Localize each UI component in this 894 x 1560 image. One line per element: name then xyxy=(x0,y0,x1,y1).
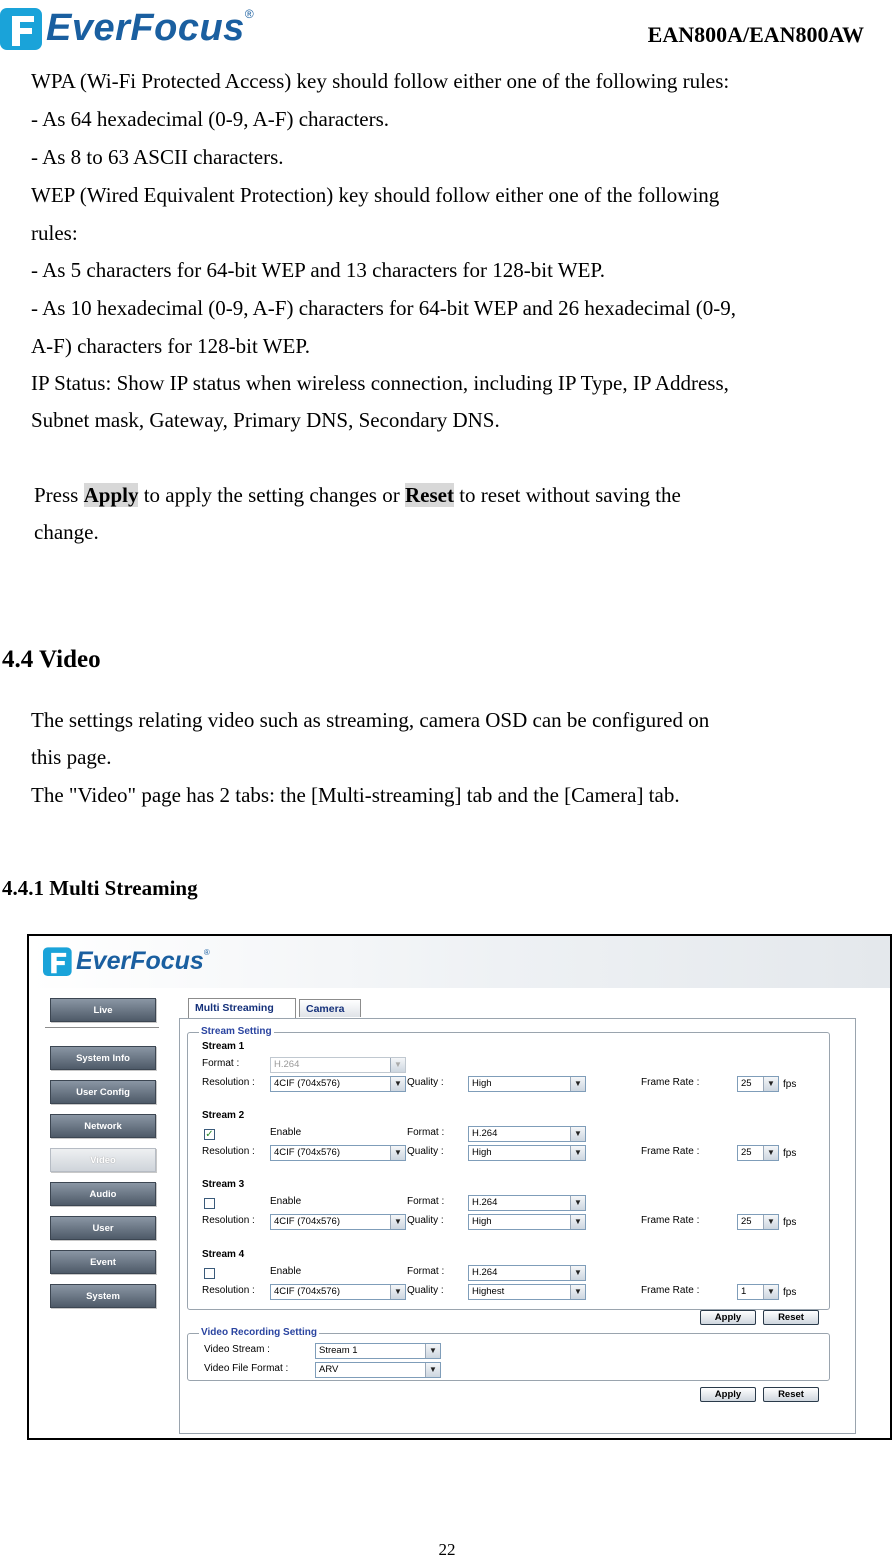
nav-video[interactable]: Video xyxy=(50,1148,156,1172)
stream-4-fps: fps xyxy=(783,1287,797,1298)
screenshot-header xyxy=(29,936,890,988)
reset-keyword: Reset xyxy=(404,483,454,507)
apply-keyword: Apply xyxy=(83,483,139,507)
section-heading: 4.4 Video xyxy=(2,646,101,673)
everfocus-logo-icon xyxy=(0,6,44,50)
text-line: - As 5 characters for 64-bit WEP and 13 characters for 128-bit WEP. xyxy=(31,258,606,282)
page-number: 22 xyxy=(438,1540,456,1559)
stream-1-frame-rate-label: Frame Rate : xyxy=(641,1077,700,1088)
stream-3-title: Stream 3 xyxy=(202,1179,245,1190)
video-stream-value: Stream 1 xyxy=(319,1345,358,1356)
video-stream-label: Video Stream : xyxy=(204,1344,270,1355)
text-line: WEP (Wired Equivalent Protection) key should follow either one of the following xyxy=(31,183,720,207)
stream-2-title: Stream 2 xyxy=(202,1110,245,1121)
recording-apply-button[interactable]: Apply xyxy=(700,1387,756,1402)
nav-audio[interactable]: Audio xyxy=(50,1182,156,1206)
chevron-down-icon: ▼ xyxy=(763,1146,778,1160)
nav-network[interactable]: Network xyxy=(50,1114,156,1138)
video-file-format-select[interactable] xyxy=(315,1362,441,1378)
nav-system-info[interactable]: System Info xyxy=(50,1046,156,1070)
section-desc-2: this page. xyxy=(31,745,112,769)
text-line: A-F) characters for 128-bit WEP. xyxy=(31,334,310,358)
video-file-format-value: ARV xyxy=(319,1364,339,1375)
stream-4-enable-label: Enable xyxy=(270,1266,302,1277)
everfocus-logo xyxy=(0,4,254,52)
stream-4-frame-rate-select[interactable] xyxy=(737,1284,779,1300)
stream-3-resolution-label: Resolution : xyxy=(202,1215,255,1226)
stream-1-format-value: H.264 xyxy=(274,1059,300,1070)
stream-2-format-select[interactable] xyxy=(468,1126,586,1142)
stream-1-frame-rate-select[interactable] xyxy=(737,1076,779,1092)
stream-3-format-label: Format : xyxy=(407,1196,445,1207)
nav-user[interactable]: User xyxy=(50,1216,156,1240)
stream-3-frame-rate-select[interactable] xyxy=(737,1214,779,1230)
section-desc-1: The settings relating video such as streaming, camera OSD can be configured on xyxy=(31,708,710,732)
chevron-down-icon: ▼ xyxy=(390,1215,405,1229)
chevron-down-icon: ▼ xyxy=(570,1215,585,1229)
text-line: - As 64 hexadecimal (0-9, A-F) characters. xyxy=(31,107,390,131)
chevron-down-icon: ▼ xyxy=(390,1146,405,1160)
stream-1-quality-value: High xyxy=(472,1078,492,1089)
chevron-down-icon: ▼ xyxy=(570,1077,585,1091)
stream-2-frame-rate-select[interactable] xyxy=(737,1145,779,1161)
section-desc-3: The "Video" page has 2 tabs: the [Multi-streaming] tab and the [Camera] tab. xyxy=(31,783,680,807)
chevron-down-icon: ▼ xyxy=(570,1127,585,1141)
stream-3-frame-rate-label: Frame Rate : xyxy=(641,1215,700,1226)
stream-1-format-label: Format : xyxy=(202,1058,240,1069)
stream-1-format-select xyxy=(270,1057,406,1073)
everfocus-small-logo-icon xyxy=(43,946,73,976)
press-suffix: to reset without saving the xyxy=(459,483,681,507)
stream-1-quality-select[interactable] xyxy=(468,1076,586,1092)
stream-1-fps: fps xyxy=(783,1079,797,1090)
chevron-down-icon: ▼ xyxy=(425,1344,440,1358)
stream-1-resolution-select[interactable] xyxy=(270,1076,406,1092)
stream-4-format-select[interactable] xyxy=(468,1265,586,1281)
stream-4-title: Stream 4 xyxy=(202,1249,245,1260)
stream-4-enable-checkbox[interactable] xyxy=(204,1268,215,1279)
press-middle: to apply the setting changes or xyxy=(143,483,400,507)
screenshot-brand: EverFocus xyxy=(76,946,204,975)
stream-2-format-value: H.264 xyxy=(472,1128,498,1139)
nav-event[interactable]: Event xyxy=(50,1250,156,1274)
stream-3-format-value: H.264 xyxy=(472,1197,498,1208)
brand-name: EverFocus xyxy=(46,6,245,49)
stream-1-resolution-label: Resolution : xyxy=(202,1077,255,1088)
stream-3-enable-checkbox[interactable] xyxy=(204,1198,215,1209)
stream-2-enable-label: Enable xyxy=(270,1127,302,1138)
stream-4-format-label: Format : xyxy=(407,1266,445,1277)
stream-3-quality-value: High xyxy=(472,1216,492,1227)
screenshot-logo xyxy=(43,946,210,976)
stream-apply-button[interactable]: Apply xyxy=(700,1310,756,1325)
chevron-down-icon: ▼ xyxy=(390,1058,405,1072)
chevron-down-icon: ▼ xyxy=(763,1285,778,1299)
tab-camera[interactable]: Camera xyxy=(299,999,361,1017)
stream-4-resolution-label: Resolution : xyxy=(202,1285,255,1296)
stream-setting-legend: Stream Setting xyxy=(201,1026,272,1037)
text-line: - As 10 hexadecimal (0-9, A-F) characters for 64-bit WEP and 26 hexadecimal (0-9, xyxy=(31,296,737,320)
press-prefix: Press xyxy=(34,483,79,507)
chevron-down-icon: ▼ xyxy=(570,1266,585,1280)
registered-mark: ® xyxy=(244,7,254,21)
nav-divider xyxy=(45,1027,159,1028)
stream-3-enable-label: Enable xyxy=(270,1196,302,1207)
nav-live[interactable]: Live xyxy=(50,998,156,1022)
text-line: WPA (Wi-Fi Protected Access) key should follow either one of the following rules: xyxy=(31,69,730,93)
screenshot-registered: ® xyxy=(203,947,210,957)
stream-2-resolution-select[interactable] xyxy=(270,1145,406,1161)
stream-3-quality-label: Quality : xyxy=(407,1215,444,1226)
chevron-down-icon: ▼ xyxy=(425,1363,440,1377)
stream-3-resolution-value: 4CIF (704x576) xyxy=(274,1216,341,1227)
chevron-down-icon: ▼ xyxy=(570,1196,585,1210)
stream-2-resolution-value: 4CIF (704x576) xyxy=(274,1147,341,1158)
stream-2-quality-value: High xyxy=(472,1147,492,1158)
stream-1-title: Stream 1 xyxy=(202,1041,245,1052)
stream-4-format-value: H.264 xyxy=(472,1267,498,1278)
stream-1-frame-rate-value: 25 xyxy=(741,1078,752,1089)
stream-4-resolution-value: 4CIF (704x576) xyxy=(274,1286,341,1297)
chevron-down-icon: ▼ xyxy=(570,1146,585,1160)
stream-2-frame-rate-value: 25 xyxy=(741,1147,752,1158)
video-file-format-label: Video File Format : xyxy=(204,1363,289,1374)
press-apply-line xyxy=(34,482,681,508)
stream-4-quality-label: Quality : xyxy=(407,1285,444,1296)
stream-3-frame-rate-value: 25 xyxy=(741,1216,752,1227)
model-title: EAN800A/EAN800AW xyxy=(647,22,864,47)
stream-4-quality-value: Highest xyxy=(472,1286,505,1297)
chevron-down-icon: ▼ xyxy=(763,1215,778,1229)
stream-1-quality-label: Quality : xyxy=(407,1077,444,1088)
stream-3-format-select[interactable] xyxy=(468,1195,586,1211)
stream-2-frame-rate-label: Frame Rate : xyxy=(641,1146,700,1157)
video-settings-screenshot xyxy=(27,934,892,1440)
stream-2-fps: fps xyxy=(783,1148,797,1159)
stream-reset-button[interactable]: Reset xyxy=(763,1310,819,1325)
text-line: rules: xyxy=(31,221,78,245)
chevron-down-icon: ▼ xyxy=(570,1285,585,1299)
nav-system[interactable]: System xyxy=(50,1284,156,1308)
video-recording-legend: Video Recording Setting xyxy=(201,1327,317,1338)
stream-4-quality-select[interactable] xyxy=(468,1284,586,1300)
text-line: Subnet mask, Gateway, Primary DNS, Secondary DNS. xyxy=(31,408,500,432)
stream-2-quality-select[interactable] xyxy=(468,1145,586,1161)
stream-3-fps: fps xyxy=(783,1217,797,1228)
chevron-down-icon: ▼ xyxy=(390,1285,405,1299)
text-line: - As 8 to 63 ASCII characters. xyxy=(31,145,284,169)
stream-2-quality-label: Quality : xyxy=(407,1146,444,1157)
stream-2-enable-checkbox[interactable]: ✓ xyxy=(205,1129,214,1140)
stream-2-resolution-label: Resolution : xyxy=(202,1146,255,1157)
tab-multi-streaming[interactable]: Multi Streaming xyxy=(188,998,296,1018)
stream-3-quality-select[interactable] xyxy=(468,1214,586,1230)
video-stream-select[interactable] xyxy=(315,1343,441,1359)
stream-4-frame-rate-value: 1 xyxy=(741,1286,747,1297)
chevron-down-icon: ▼ xyxy=(763,1077,778,1091)
press-line-2: change. xyxy=(34,520,99,544)
text-line: IP Status: Show IP status when wireless connection, including IP Type, IP Address, xyxy=(31,371,729,395)
stream-4-frame-rate-label: Frame Rate : xyxy=(641,1285,700,1296)
nav-user-config[interactable]: User Config xyxy=(50,1080,156,1104)
chevron-down-icon: ▼ xyxy=(390,1077,405,1091)
subsection-heading: 4.4.1 Multi Streaming xyxy=(2,876,198,900)
recording-reset-button[interactable]: Reset xyxy=(763,1387,819,1402)
stream-1-resolution-value: 4CIF (704x576) xyxy=(274,1078,341,1089)
stream-2-format-label: Format : xyxy=(407,1127,445,1138)
stream-3-resolution-select[interactable] xyxy=(270,1214,406,1230)
stream-4-resolution-select[interactable] xyxy=(270,1284,406,1300)
